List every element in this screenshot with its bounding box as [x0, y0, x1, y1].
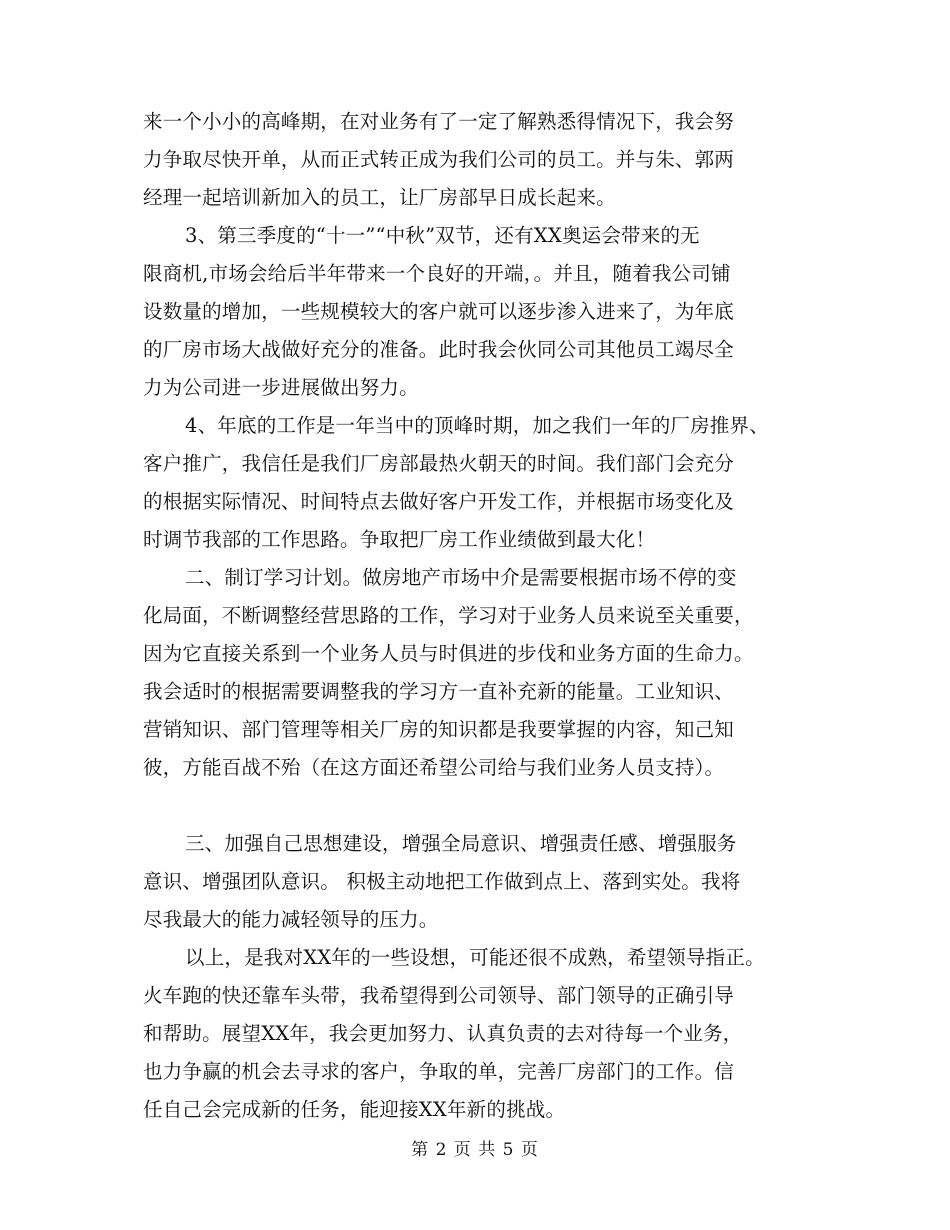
- paragraph-q3: [143, 217, 833, 407]
- text-line: 我会适时的根据需要调整我的学习方一直补充新的能量。工业知识、: [143, 680, 735, 703]
- paragraph-continuation: [143, 103, 833, 217]
- text-line: 化局面，不断调整经营思路的工作，学习对于业务人员来说至关重要，: [143, 604, 754, 627]
- text-line: 来一个小小的高峰期，在对业务有了一定了解熟悉得情况下，我会努: [143, 110, 735, 133]
- document-body: [143, 103, 833, 1129]
- text-line: 和帮助。展望XX年，我会更加努力、认真负责的去对待每一个业务，: [143, 1022, 743, 1045]
- text-line: 因为它直接关系到一个业务人员与时俱进的步伐和业务方面的生命力。: [143, 642, 754, 665]
- text-line: 二、制订学习计划。做房地产市场中介是需要根据市场不停的变: [185, 566, 737, 589]
- text-line: 尽我最大的能力减轻领导的压力。: [143, 908, 439, 931]
- text-line: 的厂房市场大战做好充分的准备。此时我会伙同公司其他员工竭尽全: [143, 338, 735, 361]
- page-number-footer: 第 2 页 共 5 页: [411, 1140, 539, 1160]
- text-line: 设数量的增加，一些规模较大的客户就可以逐步渗入进来了，为年底: [143, 300, 735, 323]
- text-line: 的根据实际情况、时间特点去做好客户开发工作，并根据市场变化及: [143, 490, 735, 513]
- paragraph-year-end: [143, 407, 833, 559]
- text-line: 4、年底的工作是一年当中的顶峰时期，加之我们一年的厂房推界、: [185, 414, 769, 437]
- paragraph-conclusion: [143, 939, 833, 1129]
- text-line: 力争取尽快开单，从而正式转正成为我们公司的员工。并与朱、郭两: [143, 148, 735, 171]
- text-line: 客户推广，我信任是我们厂房部最热火朝天的时间。我们部门会充分: [143, 452, 735, 475]
- paragraph-gap: [143, 787, 833, 825]
- text-line: 力为公司进一步进展做出努力。: [143, 376, 419, 399]
- text-line: 经理一起培训新加入的员工，让厂房部早日成长起来。: [143, 186, 616, 209]
- text-line: 火车跑的快还靠车头带，我希望得到公司领导、部门领导的正确引导: [143, 984, 735, 1007]
- text-line: 限商机,市场会给后半年带来一个良好的开端，。并且，随着我公司铺: [143, 262, 731, 285]
- paragraph-thought-building: [143, 825, 833, 939]
- text-line: 3、第三季度的“十一”“中秋”双节，还有XX奥运会带来的无: [185, 224, 700, 247]
- text-line: 也力争赢的机会去寻求的客户，争取的单，完善厂房部门的工作。信: [143, 1060, 735, 1083]
- text-line: 时调节我部的工作思路。争取把厂房工作业绩做到最大化！: [143, 528, 656, 551]
- paragraph-study-plan: [143, 559, 833, 787]
- text-line: 意识、增强团队意识。 积极主动地把工作做到点上、落到实处。我将: [143, 870, 741, 893]
- text-line: 以上，是我对XX年的一些设想，可能还很不成熟，希望领导指正。: [185, 946, 765, 969]
- text-line: 彼，方能百战不殆（在这方面还希望公司给与我们业务人员支持）。: [143, 756, 725, 779]
- text-line: 任自己会完成新的任务，能迎接XX年新的挑战。: [143, 1098, 566, 1121]
- text-line: 三、加强自己思想建设，增强全局意识、增强责任感、增强服务: [185, 832, 737, 855]
- text-line: 营销知识、部门管理等相关厂房的知识都是我要掌握的内容，知己知: [143, 718, 735, 741]
